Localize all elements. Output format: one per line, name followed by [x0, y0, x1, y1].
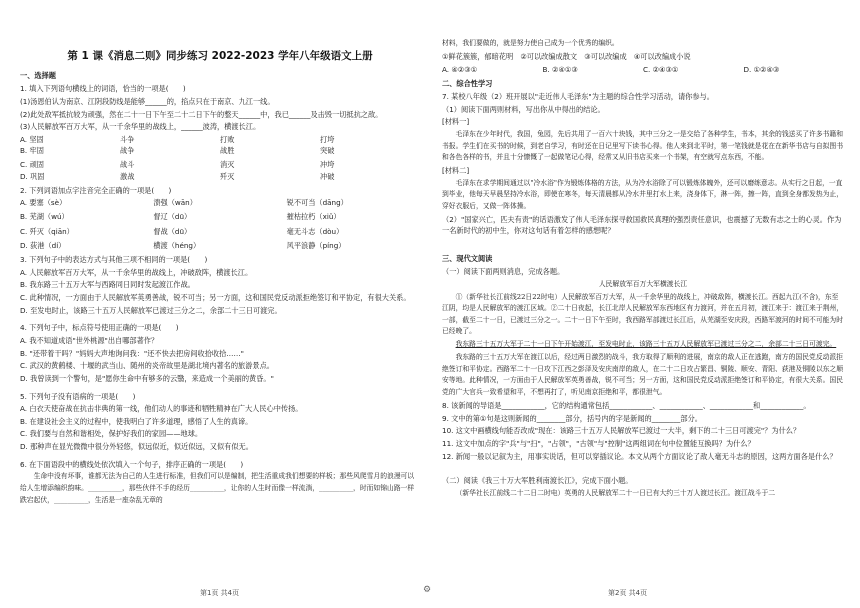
news-underlined-sentence: 我东路三十五万大军于二十一日下午开始渡江，至发电时止，该路三十五万人民解放军已渡过三分之二，余部二十三日可渡完。 — [455, 340, 837, 349]
option: A. 坚固 — [20, 135, 44, 145]
question-2-option-c — [20, 226, 420, 237]
question-8: 8. 该新闻的导语是____________，它的结构通常包括____________、____________、____________和____________。 — [442, 401, 811, 411]
option: C. ②④③① — [643, 64, 679, 74]
question-1-options-ab — [20, 134, 420, 145]
passage-continued: 材料，我们要做的，就是努力使自己成为一个优秀的编织。 — [442, 39, 619, 47]
question-5-option-b: B. 在建设社会主义的过程中，使我明白了许多道理，感悟了人生的真谛。 — [20, 416, 253, 426]
option: D. ①②④③ — [743, 64, 780, 74]
option: 督辽（dū） — [153, 212, 192, 222]
option: 溃强（wān） — [153, 198, 197, 208]
question-3: 3. 下列句子中的表达方式与其他三项不相同的一项是( ) — [20, 254, 208, 264]
reading-2-text: （新华社长江前线二十二日二时电）英勇的人民解放军二十一日已有大约三十万人渡过长江。渡江战斗于二 — [455, 488, 776, 497]
section-heading-reading: 三、现代文阅读 — [442, 253, 493, 263]
question-9: 9. 文中的第①句是这则新闻的________部分，括号内的字是新闻的________部分。 — [442, 413, 702, 423]
option: 战斗 — [120, 160, 135, 170]
option: 突破 — [320, 146, 335, 156]
question-5: 5. 下列句子没有语病的一项是( ) — [20, 391, 136, 401]
page-number-left: 第1页 共4页 — [200, 589, 240, 597]
option: A. ④②③① — [442, 64, 478, 74]
question-6-items: ①鲜花簇簇，郁暗花明 ②可以改编成散文 ③可以改编成 ④可以改编成小说 — [442, 52, 691, 62]
option: 打垮 — [320, 135, 335, 145]
option: D. 荻港（dí） — [20, 240, 66, 250]
question-7-part-2: （2）"国家兴亡，匹夫有责"的话语激发了伟人毛泽东探寻救国救民真理的强烈责任意识，也震撼了无数有志之士的心灵。作为一名新时代的初中生，你对这句话有着怎样的感想呢？ — [442, 214, 842, 236]
news-title: 人民解放军百万大军横渡长江 — [598, 279, 688, 288]
question-5-option-a: A. 白衣天使奋战在抗击非典的第一线，他们动人的事迹和牺牲精神在广大人民心中传扬。 — [20, 404, 303, 414]
option: B. 芜湖（wú） — [20, 212, 69, 222]
option: 激战 — [120, 171, 135, 181]
option: D. 巩固 — [20, 171, 45, 181]
page-right — [430, 0, 860, 608]
question-3-option-b: B. 我东路三十五万大军与西路同日同时发起渡江作战。 — [20, 280, 195, 290]
reading-1-intro: （一）阅读下面两则消息，完成各题。 — [442, 266, 565, 276]
option: A. 要塞（sè） — [20, 198, 67, 208]
option: 冲垮 — [320, 160, 335, 170]
option: 风平浪静（píng） — [286, 240, 346, 250]
question-12: 12. 新闻一般以记叙为主，用事实说话，但可以穿插议论。本文从两个方面议论了敌人毫无斗志的原因，这两方面各是什么？ — [442, 451, 837, 461]
material-2-label: [材料二] — [442, 166, 470, 176]
option: 打败 — [220, 135, 235, 145]
page-number-right: 第2页 共4页 — [608, 589, 648, 597]
question-10: 10. 这文中画横线句能否改成"现在：该路三十五万人民解放军已渡过一大半，剩下的二十三日可渡完"？为什么？ — [442, 426, 801, 436]
option: C. 歼灭（qiān） — [20, 226, 74, 236]
question-4-option-c: C. 武汉的黄鹤楼、十堰的武当山、随州的炎帝故里是湖北境内著名的旅游景点。 — [20, 361, 274, 371]
question-1-sentence-3: (3)人民解放军百万大军，从一千余华里的战线上，______波涛，横渡长江。 — [20, 122, 261, 132]
option: 冲破 — [320, 171, 335, 181]
material-1-text: 毛泽东在少年时代，我国，兔园，先后共用了一百六十块钱，其中三分之一是交给了各种学生，书本，其余的钱送买了许多书籍和书报。学生们在买书的时候，到老自学习，有时还在日记里写下读书心得。他人来到北平时，第一笔钱就是花在在新华书店与自拟图书和各色各样的书，并且十分慷慨了一起做笔记心得，经常又从旧书店买来一个书架，有空就写点东西，不能。 — [442, 129, 844, 162]
option: 战胜 — [220, 146, 235, 156]
question-4-option-d: D. 我曾读到一个警句，是"愿你生命中有够多的云翳，来造成一个美丽的黄昏。" — [20, 373, 274, 383]
news-paragraph-1: ①（新华社长江前线22日22时电）人民解放军百万大军，从一千余华里的战线上，冲破敌阵，横渡长江。西起九江(不含)，东至江阴，均是人民解放军的渡江区域。②二十日夜起，长江北岸人民解放军东西地区有力渡河，并在五月初，渡江来于：渡江来于荆州，一部，截至二十一日，已渡过三分之一。二十一日下午至时，我西路军部渡过长江后，从芜湖至安庆段，西路军渡河的时间不可能为时已经晚了。 — [442, 292, 844, 336]
option: 毫无斗志（dòu） — [286, 226, 344, 236]
option: 锐不可当（dāng） — [286, 198, 348, 208]
option: B. 牢固 — [20, 146, 44, 156]
option: 摧枯拉朽（xiǔ） — [286, 212, 341, 222]
question-1-sentence-2: (2)此处敌军抵抗较为顽强，然在二十一日下午至二十二日下午的整天______中，我已______及击毁一切抵抗之敌。 — [20, 109, 383, 119]
question-7-part-1: （1）阅读下面两则材料，写出你从中得出的结论。 — [442, 104, 605, 114]
material-2-text: 毛泽东在求学期间通过以"冷水浴"作为锻炼体格的方法，从为冷水浴除了可以锻炼体魄外，还可以磨练意志。从实行之日起，一直到毕业，他每天早晨坚持冷水浴，即使在寒冬，每天清晨都从冷水井里打水上来，浇身体下，淋一阵，擦一阵，直到全身都发热为止，穿好衣服后，又做一阵体操。 — [442, 178, 844, 210]
question-6-passage: 生命中没有坏事，谁都无法为自己的人生进行标准，但我们可以是编制，把生活重成我们想要的样板；那些风爬雪月的浪漫可以给人生增添编织韵味。__________，那些伙伴不手的经历__________，让你的人生时而像一样流淌，__________，时而如锦山路一样跌宕起伏，__________，生活是一座杂乱无章的 — [20, 472, 415, 504]
reading-2-intro: （二）阅读《我三十万大军胜利南渡长江》，完成下面小题。 — [442, 476, 633, 486]
section-heading-comprehensive: 二、综合性学习 — [442, 78, 493, 88]
gear-icon: ⚙ — [423, 585, 432, 595]
question-5-option-c: C. 我们要与自然和谐相处，保护好我们的家园——地球。 — [20, 429, 203, 439]
question-1-sentence-1: (1)汤恩伯认为南京、江阴段防线是能够______的，掐点只在于南京、九江一线。 — [20, 97, 275, 107]
option: B. ②④①③ — [542, 64, 578, 74]
question-1-options-d — [20, 171, 420, 182]
question-3-option-c: C. 此种情况，一方面由于人民解放军英勇善战，锐不可当；另一方面，这和国民党反动派拒绝签订和平协定，有很大关系。 — [20, 292, 411, 302]
question-3-option-d: D. 至发电时止，该路三十五万人民解放军已渡过三分之二，余部二十三日可渡完。 — [20, 305, 282, 315]
news-paragraph-2: 我东路的三十五万大军在渡江以后，经过两日激烈的战斗，我方取得了顺利的进展，南京的敌人正在逃跑，南方的国民党反动派拒绝签订和平协定。西路军二十一日攻下江西之彭泽及安庆南岸的敌人，在二十二日攻占繁昌、铜陵、顺安、青阳、荻港及铜陵以东之顺安等地。此种情况，一方面由于人民解放军英勇善战，锐不可当；另一方面，这和国民党反动派拒绝签订和平协定，有很大关系。国民党的广大官兵一致希望和平，不想再打了，听见南京拒绝和平，都很泄气。 — [442, 353, 844, 396]
question-2-option-a — [20, 197, 420, 208]
option: 督战（dū） — [153, 226, 192, 236]
question-6-choices — [442, 64, 844, 75]
option: C. 顽固 — [20, 160, 44, 170]
option: 横渡（héng） — [153, 240, 201, 250]
question-4: 4. 下列句子中，标点符号使用正确的一项是( ) — [20, 323, 179, 333]
question-3-option-a: A. 人民解放军百万大军，从一千余华里的战线上，冲破敌阵，横渡长江。 — [20, 267, 253, 277]
question-4-option-b: B. "还带着干吗？"妈妈大声地询问我："还不快去把房间收拾收拾……" — [20, 348, 244, 358]
question-2-option-b — [20, 211, 420, 222]
option: 战争 — [120, 146, 135, 156]
question-1-options-b — [20, 145, 420, 156]
material-1-label: [材料一] — [442, 117, 470, 127]
question-1-options-c — [20, 159, 420, 170]
question-2: 2. 下列词语加点字注音完全正确的一项是( ) — [20, 185, 172, 195]
question-2-option-d — [20, 240, 420, 251]
option: 消灭 — [220, 160, 235, 170]
question-5-option-d: D. 那种声在显光微微中很分外轻悠，似远似近，似近似远，又似有似无。 — [20, 442, 253, 452]
option: 斗争 — [120, 135, 135, 145]
document-title: 第 1 课《消息二则》同步练习 2022-2023 学年八年级语文上册 — [67, 50, 373, 62]
question-6: 6. 在下面语段中的横线处依次填入一个句子，排序正确的一项是( ) — [20, 459, 244, 469]
question-1: 1. 填入下列语句横线上的词语，恰当的一项是( ) — [20, 84, 186, 94]
question-7: 7. 某校八年级（2）班开展以"走近伟人毛泽东"为主题的综合性学习活动，请你参与。 — [442, 92, 714, 102]
question-11: 11. 这文中加点的字"兵"与"扫"，"占领"，"古领"与"控制"这两组词在句中位置能互换吗？为什么？ — [442, 438, 755, 448]
section-heading-choice: 一、选择题 — [20, 71, 56, 81]
question-4-option-a: A. 我不知道成语"世外桃源"出自哪部著作？ — [20, 335, 159, 345]
option: 歼灭 — [220, 171, 235, 181]
